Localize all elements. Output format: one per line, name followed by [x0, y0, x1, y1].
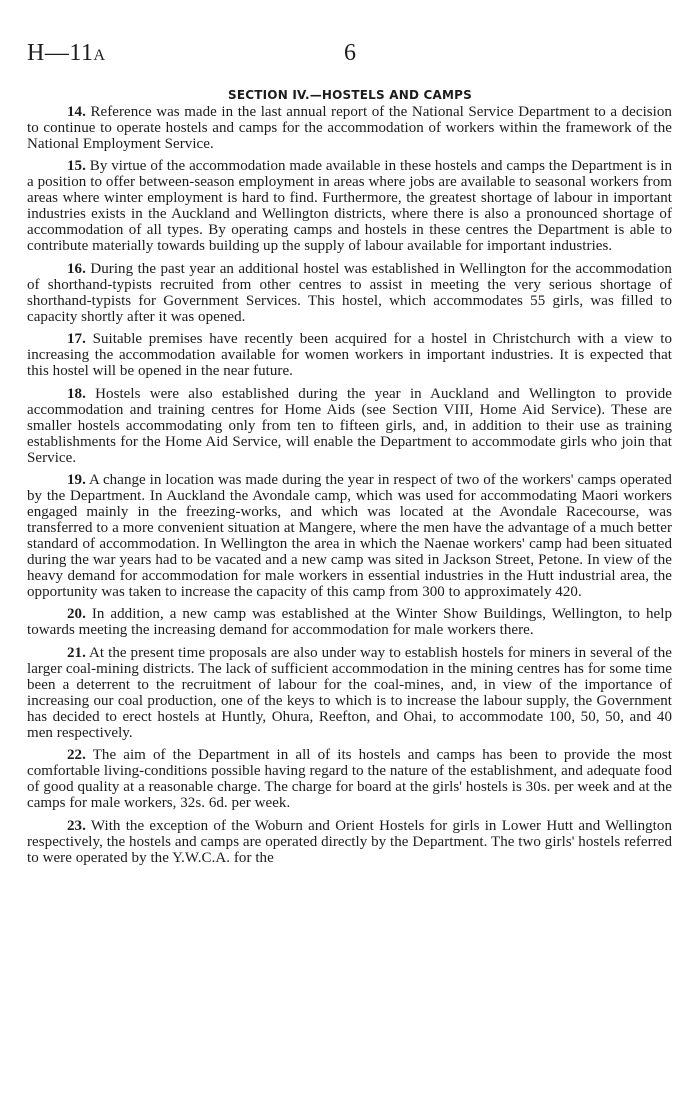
paragraph-number: 14.: [67, 104, 86, 120]
paragraph-14: [27, 104, 672, 152]
paragraph-number: 22.: [67, 747, 86, 764]
paragraph-text: The aim of the Department in all of its hostels and camps has been to provide the most comfortable living-conditions possible having regard to the nature of the establishment, and adequate food of good quality at a reasonable charge. The charge for board at the girls' hostels is 30s. per week and at the camps for male workers, 32s. 6d. per week.: [27, 747, 672, 812]
paragraph-21: [27, 645, 672, 741]
paragraph-19: [27, 472, 672, 600]
paragraph-17: [27, 331, 672, 379]
paragraph-text: Reference was made in the last annual report of the National Service Department to a decision to continue to operate hostels and camps for the accommodation of workers within the framework of the National Employment Service.: [27, 104, 672, 152]
document-code: H—11A: [27, 40, 106, 66]
document-body: [27, 104, 672, 872]
page-number: 6: [344, 40, 356, 66]
paragraph-number: 17.: [67, 331, 86, 348]
paragraph-text: During the past year an additional hostel was established in Wellington for the accommodation of shorthand-typists recruited from other centres to assist in meeting the very serious shortage of shorthand-typists for Government Services. This hostel, which accommodates 55 girls, was filled to capacity shortly after it was opened.: [27, 260, 672, 325]
paragraph-text: With the exception of the Woburn and Orient Hostels for girls in Lower Hutt and Wellington respectively, the hostels and camps are operated directly by the Department. The two girls' hostels referred to were operated by the Y.W.C.A. for the: [27, 817, 672, 866]
paragraph-number: 16.: [67, 260, 86, 277]
paragraph-number: 23.: [67, 817, 86, 834]
paragraph-text: Suitable premises have recently been acquired for a hostel in Christchurch with a view to increasing the accommodation available for women workers in important industries. It is expected that this hostel will be opened in the near future.: [27, 331, 672, 380]
paragraph-number: 20.: [67, 606, 86, 623]
document-code-suffix: A: [93, 47, 106, 64]
page-header: [27, 40, 673, 70]
paragraph-22: [27, 747, 672, 811]
paragraph-23: [27, 818, 672, 866]
paragraph-number: 19.: [67, 471, 86, 488]
section-title: SECTION IV.—HOSTELS AND CAMPS: [228, 88, 472, 102]
paragraph-number: 18.: [67, 385, 86, 402]
paragraph-number: 15.: [67, 158, 86, 175]
paragraph-text: In addition, a new camp was established at the Winter Show Buildings, Wellington, to help towards meeting the increasing demand for accommodation for male workers there.: [27, 606, 672, 639]
paragraph-text: At the present time proposals are also under way to establish hostels for miners in several of the larger coal-mining districts. The lack of sufficient accommodation in the mining centres has for some time been a deterrent to the recruitment of labour for the coal-mines, and, in view of the importance of increasing our coal production, one of the keys to which is to increase the labour supply, the Government has decided to erect hostels at Huntly, Ohura, Reefton, and Ohai, to accommodate 100, 50, 50, and 40 men respectively.: [27, 644, 672, 741]
paragraph-number: 21.: [67, 644, 86, 661]
paragraph-text: By virtue of the accommodation made available in these hostels and camps the Department is in a position to offer between-season employment in areas where jobs are available to seasonal workers from areas where winter employment is hard to find. Furthermore, the greatest shortage of labour in important industries exists in the Auckland and Wellington districts, where there is also a pronounced shortage of accommodation of all types. By operating camps and hostels in these centres the Department is able to contribute materially towards building up the supply of labour available for important industries.: [27, 158, 672, 255]
paragraph-15: [27, 158, 672, 254]
paragraph-text: A change in location was made during the year in respect of two of the workers' camps operated by the Department. In Auckland the Avondale camp, which was used for accommodating Maori workers engaged mainly in the freezing-works, and which was located at the Avondale Racecourse, was transferred to a more convenient situation at Mangere, where the men have the advantage of a much better standard of accommodation. In Wellington the area in which the Naenae workers' camp had been situated during the war years had to be vacated and a new camp was sited in Jackson Street, Petone. In view of the heavy demand for accommodation for male workers in essential industries in the Hutt industrial area, the opportunity was taken to increase the capacity of this camp from 300 to approximately 420.: [27, 471, 672, 600]
paragraph-16: [27, 261, 672, 325]
paragraph-18: [27, 386, 672, 466]
paragraph-20: [27, 606, 672, 638]
paragraph-text: Hostels were also established during the year in Auckland and Wellington to provide accommodation and training centres for Home Aids (see Section VIII, Home Aid Service). These are smaller hostels accommodating only from ten to fifteen girls, and, in addition to their use as training establishments for the Home Aid Service, will enable the Department to accommodate girls who join that Service.: [27, 385, 672, 466]
